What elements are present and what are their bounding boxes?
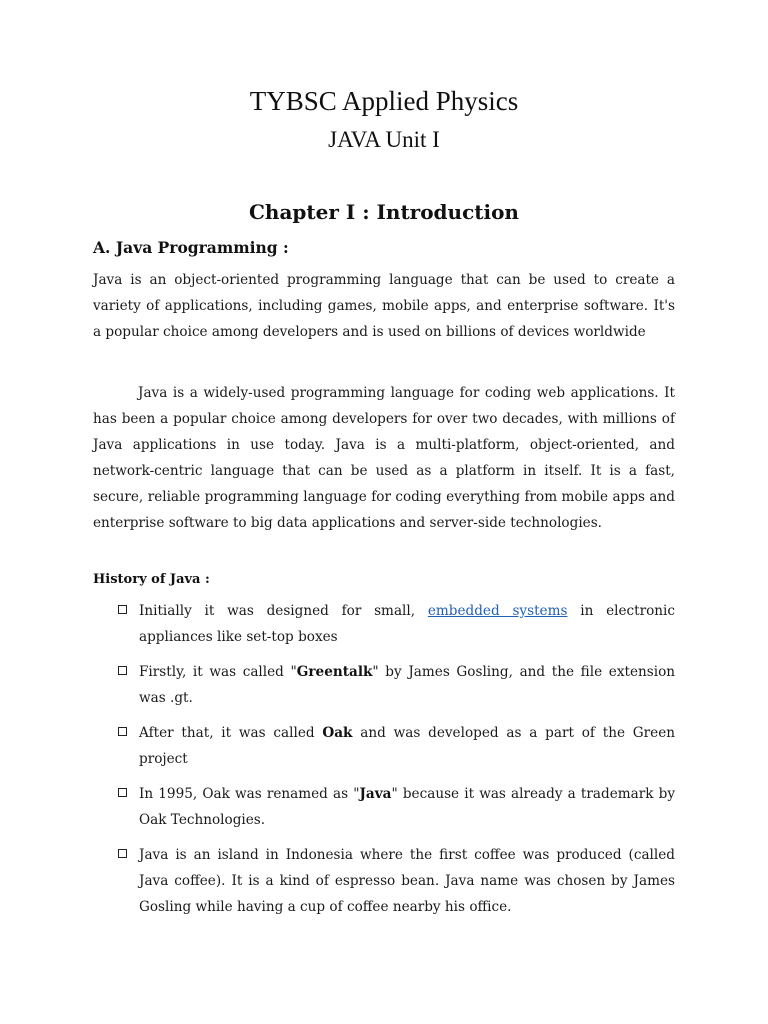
list-item — [93, 781, 675, 833]
intro-paragraph-1: Java is an object-oriented programming language that can be used to create a variety of applications, including games, mobile apps, and enterprise software. It's a popular choice among developers and is used on billions of devices worldwide — [93, 272, 675, 340]
intro-paragraph-2: Java is a widely-used programming language for coding web applications. It has been a popular choice among developers for over two decades, with millions of Java applications in use today. Java is a multi-platform, object-oriented, and network-centric language that can be used as a platform in itself. It is a fast, secure, reliable programming language for coding everything from mobile apps and enterprise software to big data applications and server-side technologies. — [93, 385, 675, 531]
checkbox-bullet-icon — [118, 788, 127, 797]
checkbox-bullet-icon — [118, 727, 127, 736]
section-heading-java-programming: A. Java Programming : — [93, 238, 289, 257]
list-item-text: In 1995, Oak was renamed as "Java" because it was already a trademark by Oak Technologies. — [139, 786, 676, 828]
document-subtitle: JAVA Unit I — [328, 127, 440, 152]
list-item-text: Firstly, it was called "Greentalk" by James Gosling, and the file extension was .gt. — [139, 664, 676, 706]
list-item — [93, 842, 675, 920]
list-item — [93, 720, 675, 772]
checkbox-bullet-icon — [118, 666, 127, 675]
list-item — [93, 659, 675, 711]
document-title: TYBSC Applied Physics — [249, 86, 519, 116]
checkbox-bullet-icon — [118, 605, 127, 614]
embedded-systems-link[interactable]: embedded systems — [427, 603, 568, 619]
history-list — [93, 598, 675, 929]
history-heading: History of Java : — [93, 572, 210, 587]
checkbox-bullet-icon — [118, 849, 127, 858]
list-item-text: Initially it was designed for small, embedded systems in electronic appliances like set-top boxes — [139, 603, 675, 645]
list-item — [93, 598, 675, 650]
chapter-title: Chapter I : Introduction — [249, 200, 519, 224]
list-item-text: Java is an island in Indonesia where the first coffee was produced (called Java coffee). It is a kind of espresso bean. Java name was chosen by James Gosling while having a cup of coffee nearby his office. — [139, 847, 675, 915]
list-item-text: After that, it was called Oak and was developed as a part of the Green project — [139, 725, 675, 767]
